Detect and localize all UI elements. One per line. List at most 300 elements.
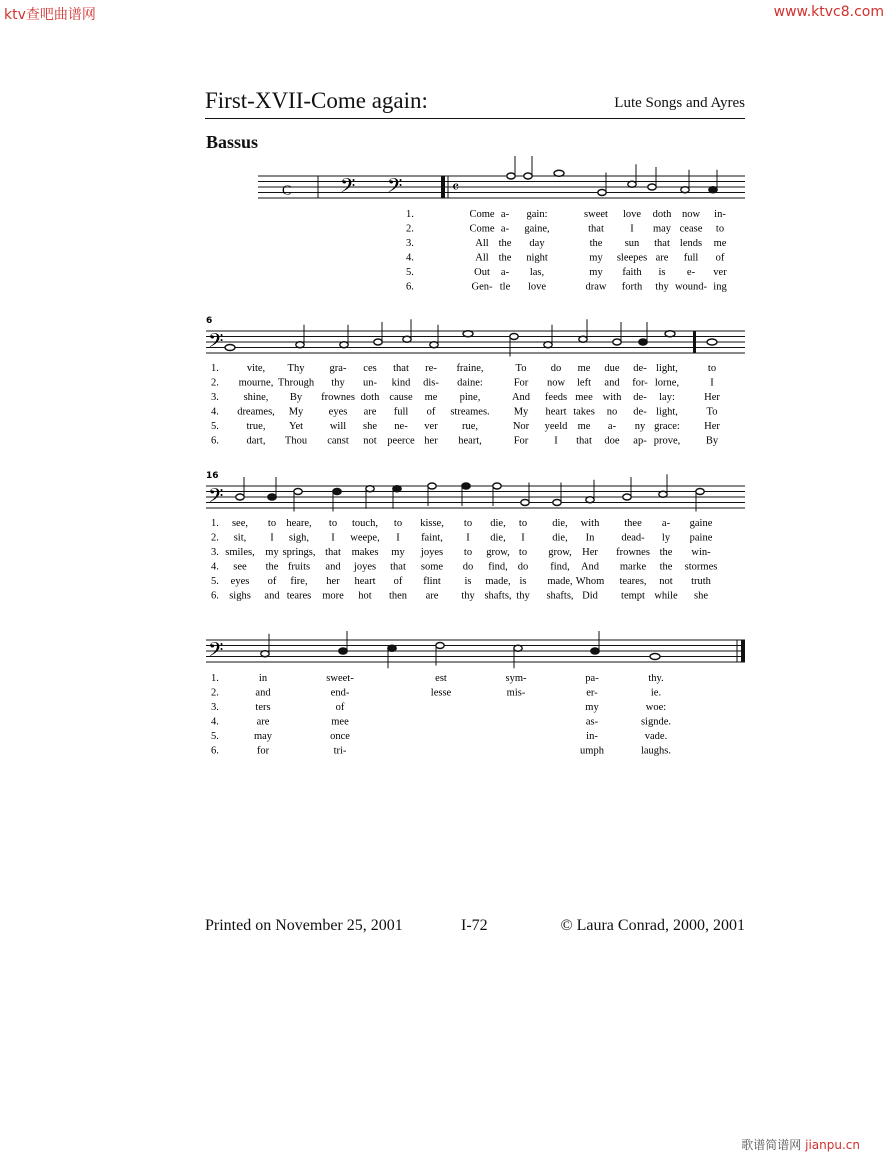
lyric-syllable: a-	[661, 518, 671, 529]
lyric-syllable: and	[255, 687, 271, 699]
bass-clef-icon: 𝄢	[340, 174, 356, 202]
lyric-syllable: some	[420, 561, 444, 573]
lyric-syllable: makes	[351, 547, 379, 558]
note-head	[521, 500, 529, 506]
lyric-syllable: fruits	[287, 561, 311, 573]
note-head	[493, 483, 501, 489]
lyric-syllable: tle	[499, 281, 511, 293]
note-head	[268, 494, 276, 500]
lyric-syllable: I	[270, 532, 274, 544]
lyric-syllable: light,	[656, 406, 678, 418]
lyric-syllable: Thy	[287, 363, 305, 374]
lyric-syllable: die,	[490, 518, 506, 529]
lyric-syllable: to	[328, 518, 338, 529]
lyric-syllable: my	[265, 547, 279, 558]
measure-number: 6	[206, 316, 213, 326]
verse-number: 1.	[406, 209, 414, 220]
lyric-syllable: tempt	[621, 590, 645, 602]
lyric-syllable: of	[715, 252, 725, 264]
lyric-syllable: a-	[500, 223, 510, 235]
lyric-syllable: sweet	[584, 209, 608, 220]
lyric-syllable: vade.	[644, 731, 668, 742]
lyric-syllable: now	[546, 377, 566, 389]
note-head	[403, 336, 411, 342]
lyric-syllable: de-	[633, 392, 647, 403]
double-barline	[441, 176, 445, 198]
lyric-syllable: I	[331, 532, 335, 544]
lyric-syllable: heart	[545, 406, 567, 418]
common-time-icon: C	[282, 183, 292, 199]
verse-number: 1.	[211, 518, 219, 529]
lyric-syllable: peerce	[387, 435, 415, 447]
note-head	[333, 489, 341, 495]
lyric-syllable: I	[554, 435, 558, 447]
lyric-syllable: ing	[713, 281, 727, 293]
lyric-syllable: Out	[474, 267, 490, 278]
lyric-syllable: my	[589, 267, 603, 278]
lyric-syllable: me	[713, 238, 727, 249]
lyric-syllable: prove,	[653, 435, 681, 447]
lyric-syllable: All	[475, 252, 489, 264]
lyric-syllable: the	[498, 238, 512, 249]
lyric-syllable: re-	[425, 363, 437, 374]
lyric-syllable: My	[513, 406, 529, 418]
verse-number: 5.	[211, 576, 219, 587]
note-head	[428, 483, 436, 489]
lyric-syllable: dreames,	[237, 406, 275, 418]
lyric-syllable: as-	[585, 716, 599, 728]
note-head	[639, 339, 647, 345]
lyric-syllable: forth	[621, 281, 643, 293]
lyric-syllable: teares	[286, 590, 312, 602]
lyric-syllable: Whom	[575, 576, 605, 587]
lyric-syllable: kind	[391, 377, 411, 389]
lyric-syllable: thee	[624, 518, 642, 529]
lyric-syllable: end-	[330, 687, 350, 699]
note-head	[388, 645, 396, 651]
note-head	[613, 339, 621, 345]
footer-copyright: © Laura Conrad, 2000, 2001	[560, 917, 745, 934]
lyric-syllable: full	[683, 252, 699, 264]
verse-number: 3.	[406, 238, 414, 249]
lyric-syllable: eyes	[230, 576, 250, 587]
verse-number: 1.	[211, 363, 219, 374]
lyric-syllable: shine,	[243, 392, 269, 403]
lyric-syllable: Her	[704, 421, 720, 432]
lyric-syllable: of	[393, 576, 403, 587]
lyric-syllable: to	[518, 547, 528, 558]
lyric-syllable: to	[393, 518, 403, 529]
verse-number: 5.	[211, 731, 219, 742]
lyric-syllable: touch,	[352, 518, 378, 529]
verse-number: 3.	[211, 547, 219, 558]
lyric-syllable: daine:	[457, 377, 483, 389]
note-head	[696, 489, 704, 495]
lyric-syllable: And	[580, 561, 600, 573]
lyric-syllable: die,	[490, 532, 506, 544]
lyric-syllable: my	[585, 702, 599, 713]
lyric-syllable: And	[511, 392, 531, 403]
lyric-syllable: find,	[550, 561, 570, 573]
lyric-syllable: mee	[331, 716, 349, 728]
lyric-syllable: to	[707, 363, 717, 374]
lyric-syllable: shafts,	[546, 590, 574, 602]
lyric-syllable: dart,	[246, 435, 266, 447]
note-head	[236, 494, 244, 500]
lyric-syllable: with	[580, 518, 600, 529]
lyric-syllable: stormes	[684, 561, 718, 573]
lyric-syllable: win-	[691, 547, 711, 558]
lyric-syllable: marke	[619, 561, 647, 573]
lyric-syllable: not	[363, 435, 377, 447]
lyric-syllable: night	[526, 252, 548, 264]
lyric-syllable: now	[681, 209, 701, 220]
lyric-syllable: frownes	[616, 547, 650, 558]
lyric-syllable: springs,	[282, 547, 316, 558]
lyric-syllable: joyes	[420, 547, 444, 558]
lyric-syllable: gaine,	[524, 223, 550, 235]
note-head	[339, 648, 347, 654]
lyric-syllable: woe:	[645, 702, 667, 713]
lyric-syllable: streames.	[450, 406, 490, 418]
lyric-syllable: lay:	[659, 392, 675, 403]
measure-number: 16	[206, 471, 219, 481]
lyric-syllable: due	[604, 363, 620, 374]
lyric-syllable: her	[326, 576, 340, 587]
lyric-syllable: ver	[424, 421, 438, 432]
lyric-syllable: are	[425, 590, 439, 602]
lyric-syllable: my	[589, 252, 603, 264]
lyric-syllable: cause	[389, 392, 413, 403]
lyric-syllable: see,	[231, 518, 249, 529]
verse-number: 4.	[211, 561, 219, 573]
lyric-syllable: will	[329, 421, 347, 432]
lyric-syllable: Through	[277, 377, 315, 389]
lyric-syllable: die,	[552, 532, 568, 544]
lyric-syllable: mee	[575, 392, 593, 403]
lyric-syllable: My	[288, 406, 304, 418]
lyric-syllable: thy	[461, 590, 475, 602]
lyric-syllable: kisse,	[420, 518, 444, 529]
note-head	[393, 486, 401, 492]
lyric-syllable: I	[396, 532, 400, 544]
lyric-syllable: love	[622, 209, 642, 220]
lyric-syllable: see	[233, 561, 247, 573]
lyric-syllable: Thou	[284, 435, 308, 447]
lyric-syllable: left	[577, 377, 591, 389]
lyric-syllable: sit,	[233, 532, 247, 544]
verse-number: 4.	[211, 716, 219, 728]
lyric-syllable: ly	[661, 532, 671, 544]
lyric-syllable: me	[424, 392, 438, 403]
lyric-syllable: a-	[500, 209, 510, 220]
lyric-syllable: my	[391, 547, 405, 558]
lyric-syllable: ne-	[394, 421, 408, 432]
lyric-syllable: are	[363, 406, 377, 418]
lyric-syllable: for	[256, 745, 270, 757]
verse-number: 5.	[211, 421, 219, 432]
lyric-syllable: heare,	[286, 518, 312, 529]
note-head	[623, 494, 631, 500]
lyric-syllable: she	[694, 590, 708, 602]
watermark-url: jianpu.cn	[805, 1138, 860, 1152]
lyric-syllable: sym-	[505, 673, 527, 684]
lyric-syllable: do	[517, 561, 529, 573]
lyric-syllable: me	[577, 421, 591, 432]
lyric-syllable: in	[258, 673, 268, 684]
lyric-syllable: flint	[423, 576, 441, 587]
lyric-syllable: is	[464, 576, 472, 587]
lyric-syllable: to	[518, 518, 528, 529]
lyric-syllable: lorne,	[654, 377, 680, 389]
lyric-syllable: fraine,	[456, 363, 484, 374]
bass-clef-icon: 𝄢	[387, 174, 403, 202]
lyric-syllable: er-	[586, 687, 598, 699]
lyric-syllable: thy	[331, 377, 345, 389]
lyric-syllable: e-	[686, 267, 696, 278]
lyric-syllable: Come	[469, 223, 495, 235]
lyric-syllable: the	[589, 238, 603, 249]
lyric-syllable: in-	[714, 209, 726, 220]
verse-number: 2.	[406, 223, 414, 235]
lyric-syllable: Her	[704, 392, 720, 403]
verse-number: 1.	[211, 673, 219, 684]
lyric-syllable: mourne,	[238, 377, 274, 389]
lyric-syllable: To	[706, 406, 718, 418]
watermark-cn: 歌谱简谱网	[741, 1138, 802, 1152]
lyric-syllable: are	[655, 252, 669, 264]
lyric-syllable: that	[390, 561, 406, 573]
lyric-syllable: yeeld	[544, 421, 568, 432]
note-head	[707, 339, 717, 345]
lyric-syllable: lends	[679, 238, 703, 249]
lyric-syllable: do	[462, 561, 474, 573]
lyric-syllable: to	[463, 547, 473, 558]
lyric-syllable: umph	[580, 745, 604, 757]
lyric-syllable: may	[652, 223, 672, 235]
lyric-syllable: truth	[691, 576, 711, 587]
lyric-syllable: and	[604, 377, 620, 389]
note-head	[507, 173, 515, 179]
lyric-syllable: For	[513, 435, 529, 447]
lyric-syllable: for-	[632, 377, 648, 389]
lyric-syllable: mis-	[506, 687, 526, 699]
lyric-syllable: while	[654, 590, 678, 602]
lyric-syllable: heart,	[458, 435, 482, 447]
lyric-syllable: more	[322, 590, 344, 602]
note-head	[514, 645, 522, 651]
lyric-syllable: draw	[585, 281, 607, 293]
lyric-syllable: find,	[488, 561, 508, 573]
lyric-syllable: ces	[363, 363, 377, 374]
bass-clef-icon: 𝄢	[208, 329, 224, 357]
lyric-syllable: grace:	[654, 421, 680, 432]
lyric-syllable: I	[630, 223, 634, 235]
lyric-syllable: true,	[246, 421, 266, 432]
lyric-syllable: dead-	[621, 532, 645, 544]
lyric-syllable: full	[393, 406, 409, 418]
lyric-syllable: I	[521, 532, 525, 544]
lyric-syllable: By	[289, 392, 303, 403]
note-head	[598, 190, 606, 196]
watermark-top-left: ktv查吧曲谱网	[4, 7, 96, 23]
lyric-syllable: feeds	[544, 392, 568, 403]
lyric-syllable: teares,	[619, 576, 647, 587]
repeat-barline	[693, 331, 696, 353]
lyric-syllable: takes	[573, 406, 595, 418]
lyric-syllable: and	[264, 590, 280, 602]
note-head	[374, 339, 382, 345]
lyric-syllable: once	[330, 731, 350, 742]
lyric-syllable: gaine	[689, 518, 713, 529]
lyric-syllable: the	[659, 561, 673, 573]
lyric-syllable: est	[435, 673, 447, 684]
lyric-syllable: thy	[516, 590, 530, 602]
verse-number: 4.	[211, 406, 219, 418]
lyric-syllable: For	[513, 377, 529, 389]
lyric-syllable: pa-	[585, 673, 599, 684]
lyric-syllable: in-	[586, 731, 598, 742]
lyric-syllable: and	[325, 561, 341, 573]
lyric-syllable: are	[256, 716, 270, 728]
lyric-syllable: pine,	[459, 392, 481, 403]
lyric-syllable: gain:	[526, 209, 548, 220]
lyric-syllable: light,	[656, 363, 678, 374]
lyric-syllable: with	[602, 392, 622, 403]
note-head	[524, 173, 532, 179]
lyric-syllable: thy	[655, 281, 669, 293]
note-head	[648, 184, 656, 190]
note-head	[586, 497, 594, 503]
lyric-syllable: ap-	[633, 435, 647, 447]
lyric-syllable: of	[335, 702, 345, 713]
note-head	[709, 187, 717, 193]
note-head	[340, 342, 348, 348]
lyric-syllable: thy.	[648, 673, 664, 684]
lyric-syllable: grow,	[548, 547, 572, 558]
lyric-syllable: gra-	[329, 363, 347, 374]
part-name: Bassus	[206, 132, 259, 152]
lyric-syllable: no	[606, 406, 618, 418]
lyric-syllable: vite,	[246, 363, 266, 374]
lyric-syllable: frownes	[321, 392, 355, 403]
lyric-syllable: lesse	[430, 687, 452, 699]
lyric-syllable: ver	[713, 267, 727, 278]
lyric-syllable: die,	[552, 518, 568, 529]
lyric-syllable: sighs	[229, 590, 251, 602]
bass-clef-icon: 𝄢	[208, 638, 224, 666]
lyric-syllable: to	[715, 223, 725, 235]
note-head	[628, 181, 636, 187]
lyric-syllable: weepe,	[350, 532, 380, 544]
lyric-syllable: made,	[547, 576, 573, 587]
lyric-syllable: me	[577, 363, 591, 374]
note-head	[430, 342, 438, 348]
lyric-syllable: de-	[633, 363, 647, 374]
lyric-syllable: Yet	[288, 421, 304, 432]
lyric-syllable: a-	[500, 267, 510, 278]
lyric-syllable: cease	[679, 223, 703, 235]
lyric-syllable: of	[426, 406, 436, 418]
footer-printed-date: Printed on November 25, 2001	[205, 917, 403, 934]
lyric-syllable: By	[705, 435, 719, 447]
lyric-syllable: day	[529, 238, 545, 249]
note-head	[591, 648, 599, 654]
lyric-syllable: doth	[360, 392, 380, 403]
note-head	[436, 643, 444, 649]
lyric-syllable: fire,	[290, 576, 308, 587]
note-head	[366, 486, 374, 492]
lyric-syllable: the	[659, 547, 673, 558]
verse-number: 6.	[211, 745, 219, 757]
lyric-syllable: All	[475, 238, 489, 249]
lyric-syllable: not	[659, 576, 673, 587]
lyric-syllable: smiles,	[225, 547, 255, 558]
lyric-syllable: that	[588, 223, 604, 235]
lyric-syllable: las,	[529, 267, 545, 278]
verse-number: 2.	[211, 532, 219, 544]
note-head	[462, 483, 470, 489]
verse-number: 6.	[211, 590, 219, 602]
watermark-top-right: www.ktvc8.com	[773, 4, 884, 20]
lyric-syllable: heart	[354, 576, 376, 587]
note-head	[225, 345, 235, 351]
note-head	[553, 500, 561, 506]
lyric-syllable: faint,	[421, 532, 443, 544]
lyric-syllable: doth	[652, 209, 672, 220]
lyric-syllable: sleepes	[616, 252, 648, 264]
note-head	[659, 491, 667, 497]
verse-number: 2.	[211, 377, 219, 389]
lyric-syllable: Did	[582, 590, 598, 602]
lyric-syllable: Nor	[512, 421, 530, 432]
footer-page-number: I-72	[461, 917, 488, 934]
final-barline	[741, 640, 745, 662]
lyric-syllable: she	[363, 421, 377, 432]
lyric-syllable: is	[658, 267, 666, 278]
lyric-syllable: of	[267, 576, 277, 587]
lyric-syllable: sun	[624, 238, 640, 249]
lyric-syllable: to	[267, 518, 277, 529]
common-time-icon: 𝄴	[452, 179, 460, 197]
lyric-syllable: hot	[358, 590, 372, 602]
verse-number: 5.	[406, 267, 414, 278]
lyric-syllable: ie.	[650, 687, 662, 699]
lyric-syllable: Come	[469, 209, 495, 220]
collection-title: Lute Songs and Ayres	[614, 95, 745, 111]
note-head	[665, 331, 675, 337]
bass-clef-icon: 𝄢	[208, 484, 224, 512]
lyric-syllable: wound-	[674, 281, 708, 293]
lyric-syllable: tri-	[333, 745, 347, 757]
note-head	[261, 651, 269, 657]
lyric-syllable: To	[515, 363, 527, 374]
verse-number: 4.	[406, 252, 414, 264]
lyric-syllable: shafts,	[484, 590, 512, 602]
note-head	[296, 342, 304, 348]
verse-number: 2.	[211, 687, 219, 699]
lyric-syllable: sigh,	[288, 532, 310, 544]
lyric-syllable: the	[265, 561, 279, 573]
lyric-syllable: love	[527, 281, 547, 293]
lyric-syllable: doe	[604, 435, 620, 447]
note-head	[510, 334, 518, 340]
lyric-syllable: is	[519, 576, 527, 587]
lyric-syllable: I	[466, 532, 470, 544]
lyric-syllable: laughs.	[640, 745, 672, 757]
note-head	[544, 342, 552, 348]
verse-number: 3.	[211, 702, 219, 713]
